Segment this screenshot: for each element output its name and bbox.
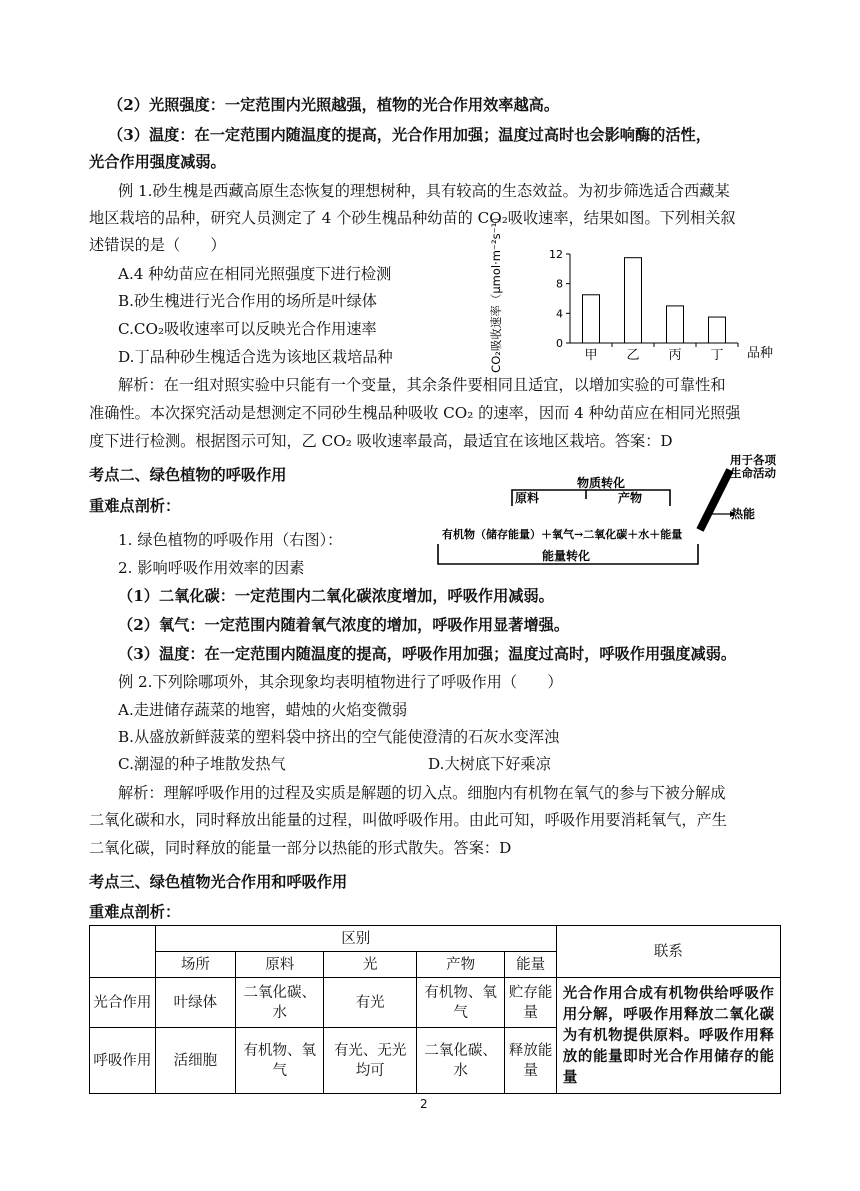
link-cell: 光合作用合成有机物供给呼吸作用分解，呼吸作用释放二氧化碳为有机物提供原料。呼吸作用释放的能量即时光合作用储存的能量 [556,978,780,1094]
point-1: 1. 绿色植物的呼吸作用（右图）： [118,531,343,549]
analysis2-text: 解析：理解呼吸作用的过程及实质是解题的切入点。细胞内有机物在氧气的参与下被分解成 [118,784,726,802]
paragraph-temperature-cont: 光合作用强度减弱。 [89,153,226,171]
respiration-equation: 有机物（储存能量）＋氧气→二氧化碳＋水＋能量 [442,528,683,541]
co2-absorption-bar-chart [489,211,780,373]
option2-d: D.大树底下好乘凉 [428,755,551,773]
bar-丁 [709,317,726,343]
table-cell: 二氧化碳、水 [236,978,324,1028]
col-header: 能量 [505,952,556,978]
analysis2-text-2: 二氧化碳和水，同时释放出能量的过程，叫做呼吸作用。由此可知，呼吸作用要消耗氧气，产生 [89,811,727,829]
option-d: D.丁品种砂生槐适合选为该地区栽培品种 [118,348,393,366]
option2-a: A.走进储存蔬菜的地窖，蜡烛的火焰变微弱 [118,701,408,719]
example1-text-3: 述错误的是（ ） [89,236,226,254]
y-tick-label: 8 [556,277,563,291]
page-number: 2 [420,1097,428,1111]
table-cell: 有机物、氧气 [416,978,504,1028]
col-header: 原料 [236,952,324,978]
factor-oxygen: （2）氧气：一定范围内随着氧气浓度的增加，呼吸作用显著增强。 [118,616,570,634]
table-cell: 有光 [324,978,417,1028]
analysis1-text-3: 度下进行检测。根据图示可知，乙 CO₂ 吸收速率最高，最适宜在该地区栽培。答案：D [89,432,673,450]
table-cell: 有机物、氧气 [236,1028,324,1094]
y-tick-label: 4 [556,307,563,321]
subheading-analysis: 重难点剖析： [89,497,181,515]
x-tick-label: 丁 [710,348,724,363]
example2-text: 例 2.下列除哪项外，其余现象均表明植物进行了呼吸作用（ ） [118,673,563,691]
table-cell: 活细胞 [155,1028,235,1094]
example1-text-2: 地区栽培的品种，研究人员测定了 4 个砂生槐品种幼苗的 CO₂吸收速率，结果如图。下列相关叙 [89,209,736,227]
analysis1-text: 解析：在一组对照实验中只能有一个变量，其余条件要相同且适宜，以增加实验的可靠性和 [118,376,726,394]
svg-text:CO₂吸收速率（μmol·m⁻²s⁻¹）: CO₂吸收速率（μmol·m⁻²s⁻¹） [489,211,503,373]
section-heading-3: 考点三、绿色植物光合作用和呼吸作用 [89,873,348,891]
col-header: 光 [324,952,417,978]
example1-text: 例 1.砂生槐是西藏高原生态恢复的理想树种，具有较高的生态效益。为初步筛选适合西藏某 [118,182,730,200]
table-cell: 叶绿体 [155,978,235,1028]
section-heading-2: 考点二、绿色植物的呼吸作用 [89,466,287,484]
col-header: 场所 [155,952,235,978]
x-tick-label: 丙 [668,348,682,363]
bar-丙 [667,306,684,343]
raw-material-label: 原料 [515,491,540,505]
link-header: 联系 [556,926,780,978]
paragraph-light: （2）光照强度：一定范围内光照越强，植物的光合作用效率越高。 [108,96,560,114]
corner-cell [90,926,156,978]
option-b: B.砂生槐进行光合作用的场所是叶绿体 [118,292,377,310]
energy-arrow [700,470,730,530]
comparison-table [89,925,781,1094]
heat-label: 热能 [731,507,756,521]
product-label: 产物 [618,491,643,505]
energy-conversion-label: 能量转化 [541,549,591,563]
option-a: A.4 种幼苗应在相同光照强度下进行检测 [118,265,392,283]
option2-b: B.从盛放新鲜菠菜的塑料袋中挤出的空气能使澄清的石灰水变浑浊 [118,728,560,746]
diff-header: 区别 [155,926,556,952]
subheading-analysis-2: 重难点剖析： [89,903,181,921]
option2-c: C.潮湿的种子堆散发热气 [118,755,286,773]
analysis2-text-3: 二氧化碳，同时释放的能量一部分以热能的形式散失。答案：D [89,839,512,857]
factor-co2: （1）二氧化碳：一定范围内二氧化碳浓度增加，呼吸作用减弱。 [118,587,554,605]
paragraph-temperature: （3）温度：在一定范围内随温度的提高，光合作用加强；温度过高时也会影响酶的活性， [108,126,711,144]
row-header: 呼吸作用 [90,1028,156,1094]
y-axis-label [489,211,503,373]
life-activity-label: 用于各项 生命活动 [730,453,776,480]
x-axis-label: 品种 [746,346,774,361]
table-cell: 释放能量 [505,1028,556,1094]
table-cell: 二氧化碳、水 [416,1028,504,1094]
table-cell: 贮存能量 [505,978,556,1028]
analysis1-text-2: 准确性。本次探究活动是想测定不同砂生槐品种吸收 CO₂ 的速率，因而 4 种幼苗应在相同光照强 [89,404,741,422]
bar-甲 [583,295,600,343]
factor-temperature: （3）温度：在一定范围内随温度的提高，呼吸作用加强；温度过高时，呼吸作用强度减弱。 [118,645,737,663]
y-tick-label: 12 [549,248,563,261]
col-header: 产物 [416,952,504,978]
material-conversion-label: 物质转化 [576,476,626,490]
bar-乙 [625,258,642,343]
respiration-diagram [438,453,776,584]
table-cell: 有光、无光均可 [324,1028,417,1094]
x-tick-label: 乙 [626,348,640,363]
point-2: 2. 影响呼吸作用效率的因素 [118,559,305,577]
x-tick-label: 甲 [584,348,598,363]
option-c: C.CO₂吸收速率可以反映光合作用速率 [118,320,377,338]
row-header: 光合作用 [90,978,156,1028]
y-tick-label: 0 [556,337,563,350]
